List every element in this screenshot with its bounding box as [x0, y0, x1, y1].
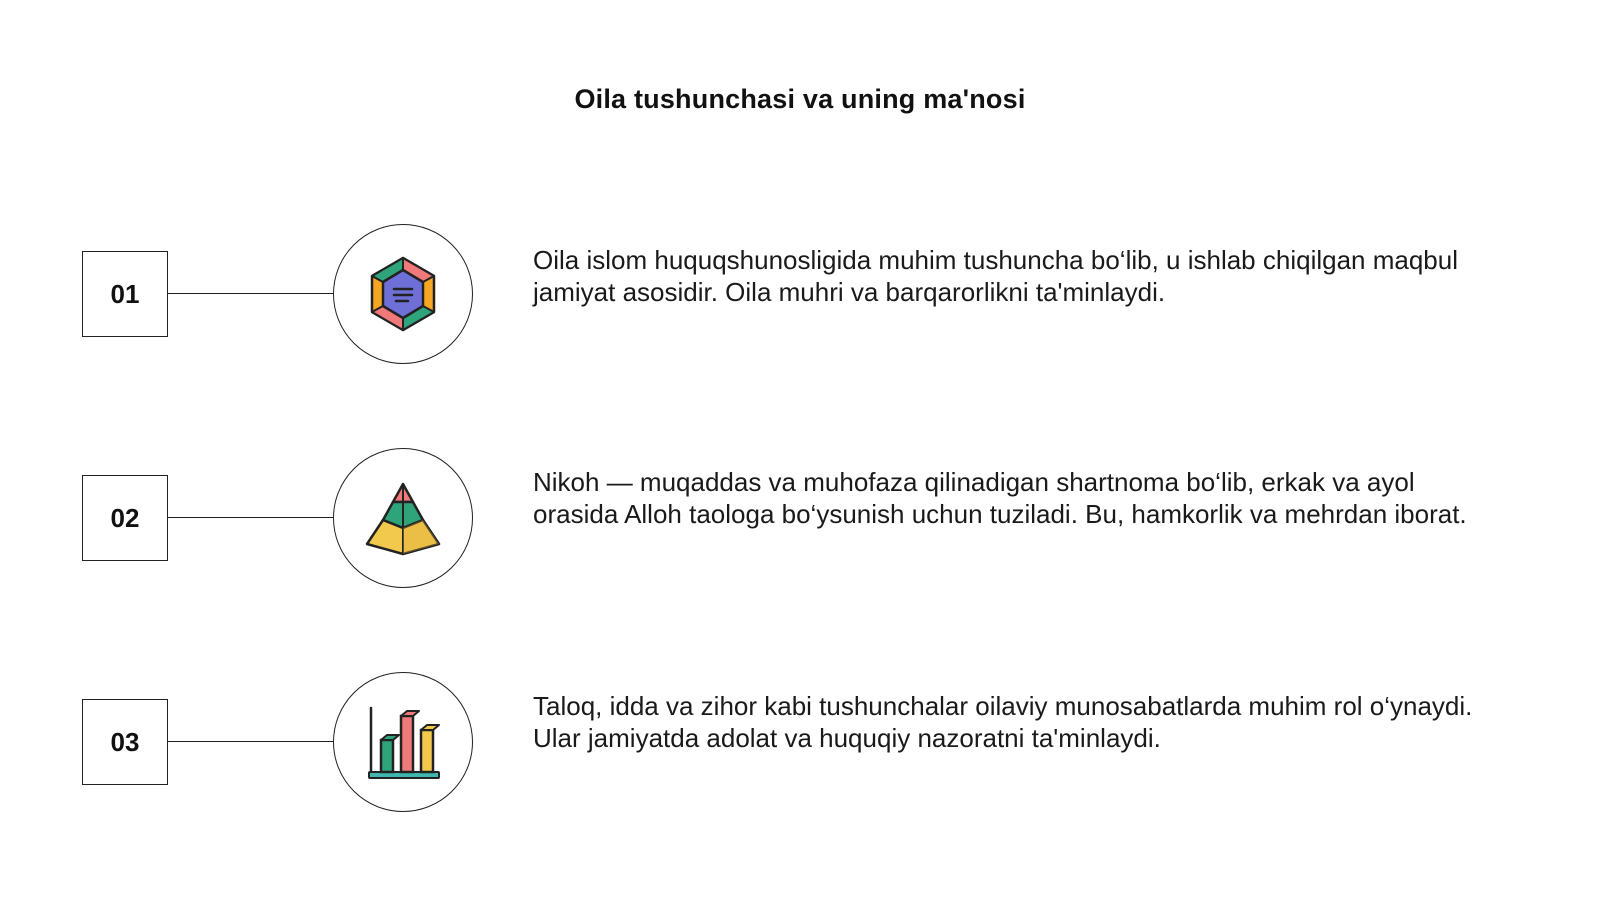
step-number-box: 02 [82, 475, 168, 561]
step-number-box: 03 [82, 699, 168, 785]
step-number-box: 01 [82, 251, 168, 337]
item-description: Oila islom huquqshunosligida muhim tushuncha bo‘lib, u ishlab chiqilgan maqbul jamiyat asosidir. Oila muhri va barqarorlikni ta'minlaydi. [533, 245, 1458, 307]
connector-line [168, 293, 333, 294]
item-description: Taloq, idda va zihor kabi tushunchalar oilaviy munosabatlarda muhim rol o‘ynaydi. Ular jamiyatda adolat va huquqiy nazoratni ta'minlaydi. [533, 691, 1473, 753]
bar-chart-icon [363, 702, 443, 782]
connector-line [168, 517, 333, 518]
icon-circle [333, 224, 473, 364]
icon-circle [333, 448, 473, 588]
page-title: Oila tushunchasi va uning ma'nosi [574, 84, 1026, 114]
list-item [0, 448, 1600, 588]
item-description: Nikoh — muqaddas va muhofaza qilinadigan shartnoma bo‘lib, erkak va ayol orasida Alloh taologa bo‘ysunish uchun tuziladi. Bu, hamkorlik va mehrdan iborat. [533, 467, 1467, 529]
hexagon-document-icon [363, 254, 443, 334]
list-item [0, 672, 1600, 812]
list-item [0, 224, 1600, 364]
connector-line [168, 741, 333, 742]
pyramid-icon [363, 478, 443, 558]
icon-circle [333, 672, 473, 812]
